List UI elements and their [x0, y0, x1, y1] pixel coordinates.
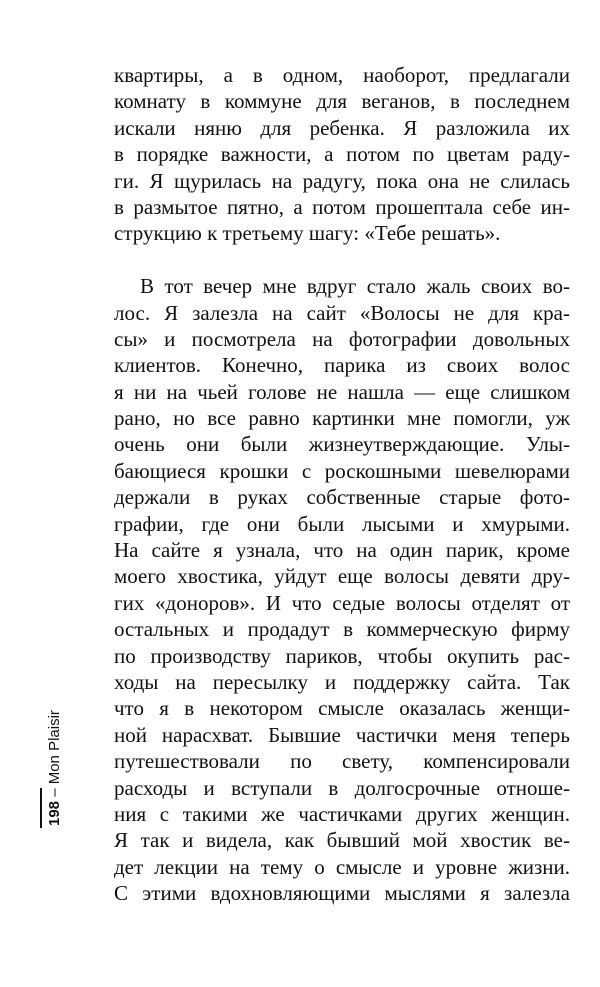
text-line: С этими вдохновляющими мыслями я залезла	[114, 881, 570, 906]
text-line: расходы и вступали в долгосрочные отноше-	[114, 775, 570, 800]
text-line: гих «доноров». И что седые волосы отделят от	[114, 590, 570, 615]
paragraph-2	[114, 273, 570, 906]
footer-separator: –	[46, 784, 63, 801]
text-line: в порядке важности, а потом по цветам раду-	[114, 142, 570, 167]
text-line: остальных и продадут в коммерческую фирму	[114, 617, 570, 642]
page-body	[114, 62, 570, 907]
running-footer	[44, 616, 66, 826]
text-line: путешествовали по свету, компенсировали	[114, 749, 570, 774]
footer-text	[44, 616, 66, 826]
text-line: ной нарасхват. Бывшие частички меня теперь	[114, 722, 570, 747]
text-line: комнату в коммуне для веганов, в последнем	[114, 89, 570, 114]
text-line: графии, где они были лысыми и хмурыми.	[114, 511, 570, 536]
text-line: что я в некотором смысле оказалась женщи-	[114, 696, 570, 721]
text-line: дет лекции на тему о смысле и уровне жизни.	[114, 854, 570, 879]
text-line: клиентов. Конечно, парика из своих волос	[114, 353, 570, 378]
text-line: по производству париков, чтобы окупить рас-	[114, 643, 570, 668]
page-number: 198	[46, 800, 63, 826]
text-line: На сайте я узнала, что на один парик, кроме	[114, 538, 570, 563]
paragraph-gap	[114, 247, 570, 273]
text-line: лос. Я залезла на сайт «Волосы не для кра-	[114, 300, 570, 325]
text-line: Я так и видела, как бывший мой хвостик ве-	[114, 828, 570, 853]
text-line: бающиеся крошки с роскошными шевелюрами	[114, 458, 570, 483]
text-line: ги. Я щурилась на радугу, пока она не слилась	[114, 168, 570, 193]
text-line: в размытое пятно, а потом прошептала себе ин-	[114, 194, 570, 219]
text-line: ния с такими же частичками других женщин.	[114, 801, 570, 826]
footer-rule	[40, 788, 42, 828]
text-line: ходы на пересылку и поддержку сайта. Так	[114, 669, 570, 694]
text-line: моего хвостика, уйдут еще волосы девяти дру-	[114, 564, 570, 589]
series-title: Mon Plaisir	[46, 710, 63, 785]
text-line: очень они были жизнеутверждающие. Улы-	[114, 432, 570, 457]
text-line: держали в руках собственные старые фото-	[114, 485, 570, 510]
text-line: В тот вечер мне вдруг стало жаль своих во-	[140, 274, 570, 299]
text-line: искали няню для ребенка. Я разложила их	[114, 115, 570, 140]
text-line: сы» и посмотрела на фотографии довольных	[114, 326, 570, 351]
paragraph-1	[114, 62, 570, 247]
text-line: струкцию к третьему шагу: «Тебе решать».	[114, 221, 501, 246]
text-line: квартиры, а в одном, наоборот, предлагали	[114, 63, 570, 87]
text-line: я ни на чьей голове не нашла — еще слишком	[114, 379, 570, 404]
text-line: рано, но все равно картинки мне помогли, уж	[114, 406, 570, 431]
